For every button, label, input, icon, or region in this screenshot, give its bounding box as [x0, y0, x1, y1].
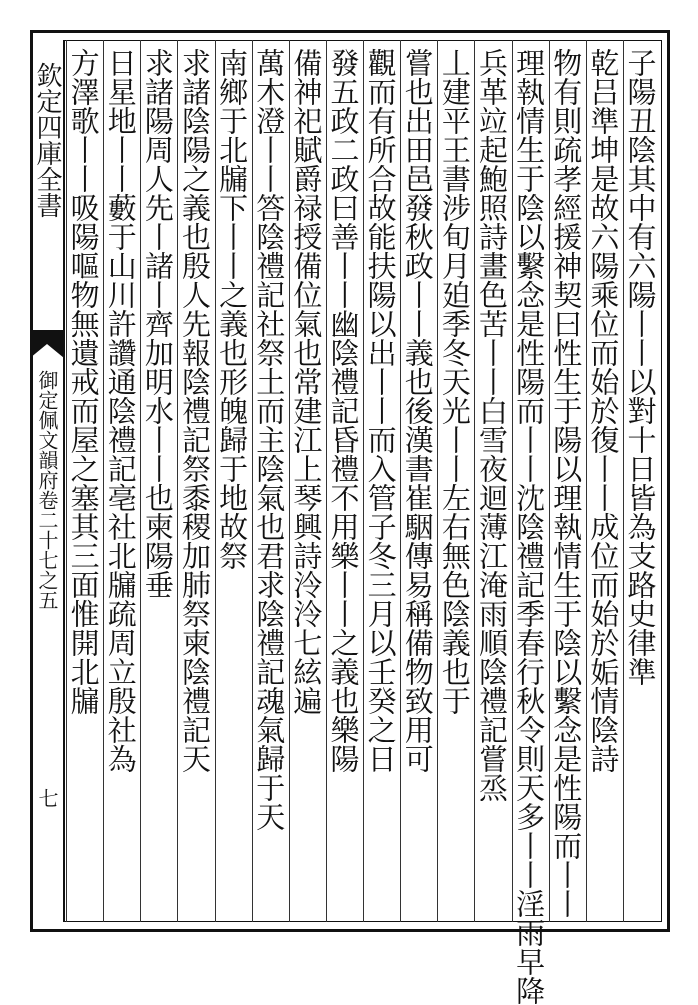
text-column: 求諸陽周人先丨諸丨齊加明水丨丨也柬陽垂 — [140, 48, 175, 599]
text-column: 日星地丨丨藪于山川許讚通陰禮記亳社北牖疏周立殷社為 — [103, 48, 138, 773]
margin-column — [30, 40, 64, 922]
text-column: 兵革竝起鮑照詩畫色苦丨丨白雪夜迴薄江淹雨順陰禮記嘗烝 — [474, 48, 509, 802]
text-column: 子陽丑陰其中有六陽丨丨以對十日皆為支路史律準 — [623, 48, 658, 686]
text-column: 方澤歌丨丨吸陽嘔物無遺戒而屋之塞其三面惟開北牖 — [66, 48, 101, 715]
text-column: 發五政二政曰善丨丨幽陰禮記昏禮不用樂丨丨之義也樂陽 — [326, 48, 361, 773]
margin-title: 欽定四庫全書 — [32, 62, 62, 218]
text-column: 理執情生于陰以繫念是性陽而丨丨沈陰禮記季春行秋令則天多丨丨淫雨早降 — [512, 48, 547, 1005]
page-number: 七 — [35, 788, 59, 808]
text-column: 丄建平王書涉旬月廹季冬天光丨丨左右無色陰義也于 — [437, 48, 472, 715]
text-column: 乾吕準坤是故六陽乘位而始於復丨丨成位而始於姤情陰詩 — [586, 48, 621, 773]
fishtail-mark-icon — [30, 330, 64, 358]
text-column: 南鄉于北牖下丨丨之義也形魄歸于地故祭 — [215, 48, 250, 570]
text-column: 嘗也出田邑發秋政丨丨義也後漢書崔駰傳易稱備物致用可 — [400, 48, 435, 773]
text-column: 求諸陰陽之義也殷人先報陰禮記祭黍稷加肺祭柬陰禮記天 — [177, 48, 212, 773]
margin-book-title: 御定佩文韻府卷二十七之五 — [35, 370, 59, 610]
text-column: 萬木澄丨丨答陰禮記社祭土而主陰氣也君求陰禮記魂氣歸于天 — [252, 48, 287, 831]
text-column: 觀而有所合故能扶陽以出丨丨而入管子冬三月以壬癸之日 — [363, 48, 398, 773]
text-column: 物有則疏孝經援神契曰性生于陽以理執情生于陰以繫念是性陽而丨丨 — [549, 48, 584, 918]
text-column: 備神祀賦爵禄授備位氣也常建江上琴興詩泠泠七絃遍 — [289, 48, 324, 715]
